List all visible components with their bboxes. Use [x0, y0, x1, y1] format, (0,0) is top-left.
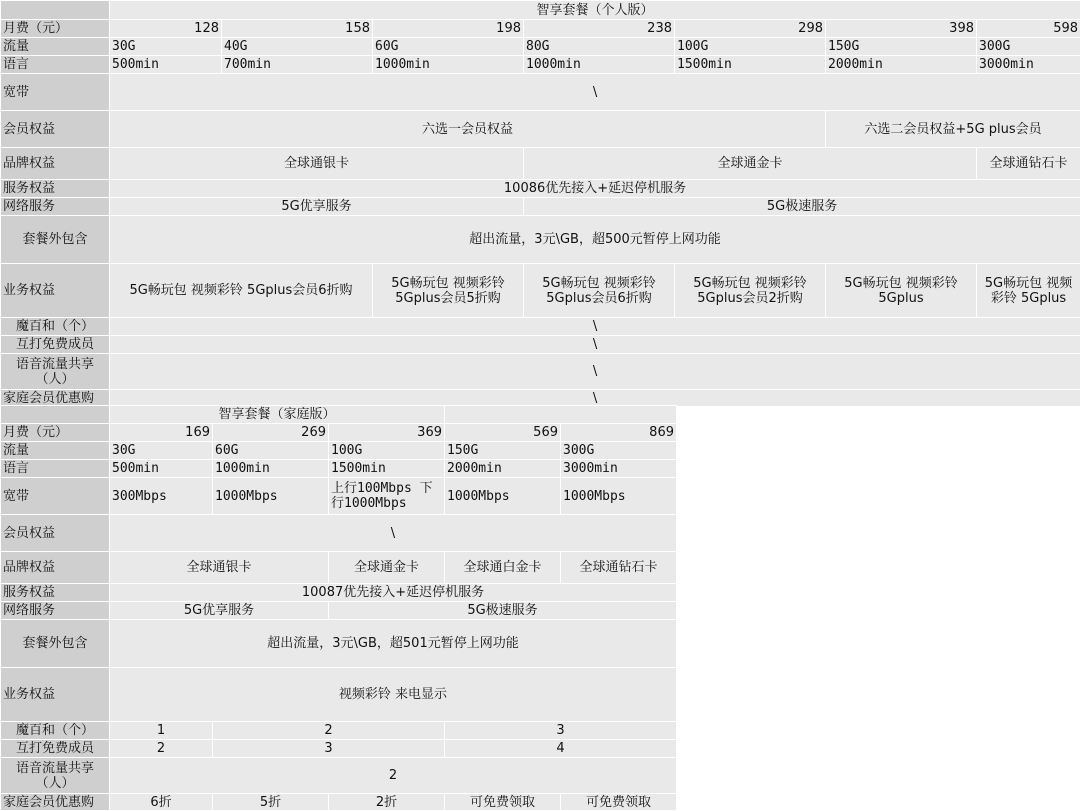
personal-plan-title: 智享套餐（个人版）: [110, 1, 1080, 20]
share-cell: \: [110, 354, 1080, 390]
row-label-voice: 语言: [1, 460, 110, 478]
family-discount-cell: 2折: [329, 794, 445, 811]
member-cell: 六选一会员权益: [110, 111, 826, 148]
business-cell: 5G畅玩包 视频彩铃 5Gplus: [977, 264, 1080, 318]
fee-cell: 598: [977, 20, 1080, 38]
family-plan-title: 智享套餐（家庭版）: [110, 406, 445, 424]
row-label-mobaihe: 魔百和（个）: [1, 318, 110, 336]
corner-cell: [1, 406, 110, 424]
row-label-service: 服务权益: [1, 584, 110, 602]
data-cell: 300G: [977, 38, 1080, 56]
share-cell: 2: [110, 758, 677, 794]
fee-cell: 198: [373, 20, 524, 38]
service-cell: 10087优先接入+延迟停机服务: [110, 584, 677, 602]
data-cell: 30G: [110, 38, 222, 56]
row-label-freecall: 互打免费成员: [1, 740, 110, 758]
family-discount-cell: 可免费领取: [445, 794, 561, 811]
business-cell: 视频彩铃 来电显示: [110, 668, 677, 722]
row-label-network: 网络服务: [1, 198, 110, 216]
voice-cell: 700min: [222, 56, 373, 74]
row-label-data: 流量: [1, 38, 110, 56]
row-label-brand: 品牌权益: [1, 552, 110, 584]
fee-cell: 158: [222, 20, 373, 38]
row-label-freecall: 互打免费成员: [1, 336, 110, 354]
extra-cell: 超出流量，3元\GB，超501元暂停上网功能: [110, 620, 677, 668]
row-label-broadband: 宽带: [1, 74, 110, 111]
brand-cell: 全球通白金卡: [445, 552, 561, 584]
data-cell: 100G: [329, 442, 445, 460]
brand-cell: 全球通银卡: [110, 552, 329, 584]
row-label-share: 语音流量共享（人）: [1, 354, 110, 390]
row-label-data: 流量: [1, 442, 110, 460]
network-cell: 5G极速服务: [329, 602, 677, 620]
network-cell: 5G优享服务: [110, 198, 524, 216]
freecall-cell: 2: [110, 740, 213, 758]
voice-cell: 3000min: [977, 56, 1080, 74]
row-label-mobaihe: 魔百和（个）: [1, 722, 110, 740]
freecall-cell: 3: [213, 740, 445, 758]
broadband-cell: 1000Mbps: [445, 478, 561, 515]
data-cell: 150G: [826, 38, 977, 56]
data-cell: 40G: [222, 38, 373, 56]
row-label-business: 业务权益: [1, 668, 110, 722]
voice-cell: 1500min: [675, 56, 826, 74]
voice-cell: 1500min: [329, 460, 445, 478]
business-cell: 5G畅玩包 视频彩铃 5Gplus会员2折购: [675, 264, 826, 318]
mobaihe-cell: 1: [110, 722, 213, 740]
row-label-member: 会员权益: [1, 515, 110, 552]
family-discount-cell: 6折: [110, 794, 213, 811]
broadband-cell: 300Mbps: [110, 478, 213, 515]
row-label-network: 网络服务: [1, 602, 110, 620]
voice-cell: 500min: [110, 56, 222, 74]
network-cell: 5G极速服务: [524, 198, 1080, 216]
broadband-cell: 1000Mbps: [561, 478, 677, 515]
row-label-member: 会员权益: [1, 111, 110, 148]
data-cell: 100G: [675, 38, 826, 56]
voice-cell: 500min: [110, 460, 213, 478]
brand-cell: 全球通金卡: [329, 552, 445, 584]
fee-cell: 128: [110, 20, 222, 38]
mobaihe-cell: \: [110, 318, 1080, 336]
freecall-cell: 4: [445, 740, 677, 758]
fee-cell: 869: [561, 424, 677, 442]
row-label-family: 家庭会员优惠购: [1, 390, 110, 407]
member-cell: \: [110, 515, 677, 552]
broadband-cell: 上行100Mbps 下行1000Mbps: [329, 478, 445, 515]
row-label-broadband: 宽带: [1, 478, 110, 515]
row-label-voice: 语言: [1, 56, 110, 74]
data-cell: 150G: [445, 442, 561, 460]
row-label-service: 服务权益: [1, 180, 110, 198]
row-label-fee: 月费（元）: [1, 424, 110, 442]
business-cell: 5G畅玩包 视频彩铃 5Gplus会员6折购: [524, 264, 675, 318]
title-filler: [445, 406, 677, 424]
row-label-family: 家庭会员优惠购: [1, 794, 110, 811]
brand-cell: 全球通银卡: [110, 148, 524, 180]
data-cell: 60G: [373, 38, 524, 56]
business-cell: 5G畅玩包 视频彩铃 5Gplus会员5折购: [373, 264, 524, 318]
member-cell: 六选二会员权益+5G plus会员: [826, 111, 1080, 148]
data-cell: 60G: [213, 442, 329, 460]
data-cell: 30G: [110, 442, 213, 460]
row-label-brand: 品牌权益: [1, 148, 110, 180]
fee-cell: 169: [110, 424, 213, 442]
fee-cell: 269: [213, 424, 329, 442]
fee-cell: 569: [445, 424, 561, 442]
data-cell: 80G: [524, 38, 675, 56]
broadband-cell: 1000Mbps: [213, 478, 329, 515]
voice-cell: 2000min: [445, 460, 561, 478]
freecall-cell: \: [110, 336, 1080, 354]
brand-cell: 全球通钻石卡: [977, 148, 1080, 180]
voice-cell: 1000min: [213, 460, 329, 478]
network-cell: 5G优享服务: [110, 602, 329, 620]
voice-cell: 2000min: [826, 56, 977, 74]
mobaihe-cell: 2: [213, 722, 445, 740]
fee-cell: 298: [675, 20, 826, 38]
corner-cell: [1, 1, 110, 20]
service-cell: 10086优先接入+延迟停机服务: [110, 180, 1080, 198]
row-label-share: 语音流量共享（人）: [1, 758, 110, 794]
data-cell: 300G: [561, 442, 677, 460]
row-label-business: 业务权益: [1, 264, 110, 318]
voice-cell: 1000min: [524, 56, 675, 74]
brand-cell: 全球通钻石卡: [561, 552, 677, 584]
row-label-extra: 套餐外包含: [1, 216, 110, 264]
broadband-cell: \: [110, 74, 1080, 111]
business-cell: 5G畅玩包 视频彩铃 5Gplus会员6折购: [110, 264, 373, 318]
family-discount-cell: 可免费领取: [561, 794, 677, 811]
fee-cell: 398: [826, 20, 977, 38]
extra-cell: 超出流量，3元\GB，超500元暂停上网功能: [110, 216, 1080, 264]
family-plan-table: [0, 405, 677, 811]
brand-cell: 全球通金卡: [524, 148, 977, 180]
mobaihe-cell: 3: [445, 722, 677, 740]
fee-cell: 369: [329, 424, 445, 442]
row-label-fee: 月费（元）: [1, 20, 110, 38]
fee-cell: 238: [524, 20, 675, 38]
business-cell: 5G畅玩包 视频彩铃 5Gplus: [826, 264, 977, 318]
family-cell: \: [110, 390, 1080, 407]
family-discount-cell: 5折: [213, 794, 329, 811]
voice-cell: 3000min: [561, 460, 677, 478]
voice-cell: 1000min: [373, 56, 524, 74]
row-label-extra: 套餐外包含: [1, 620, 110, 668]
